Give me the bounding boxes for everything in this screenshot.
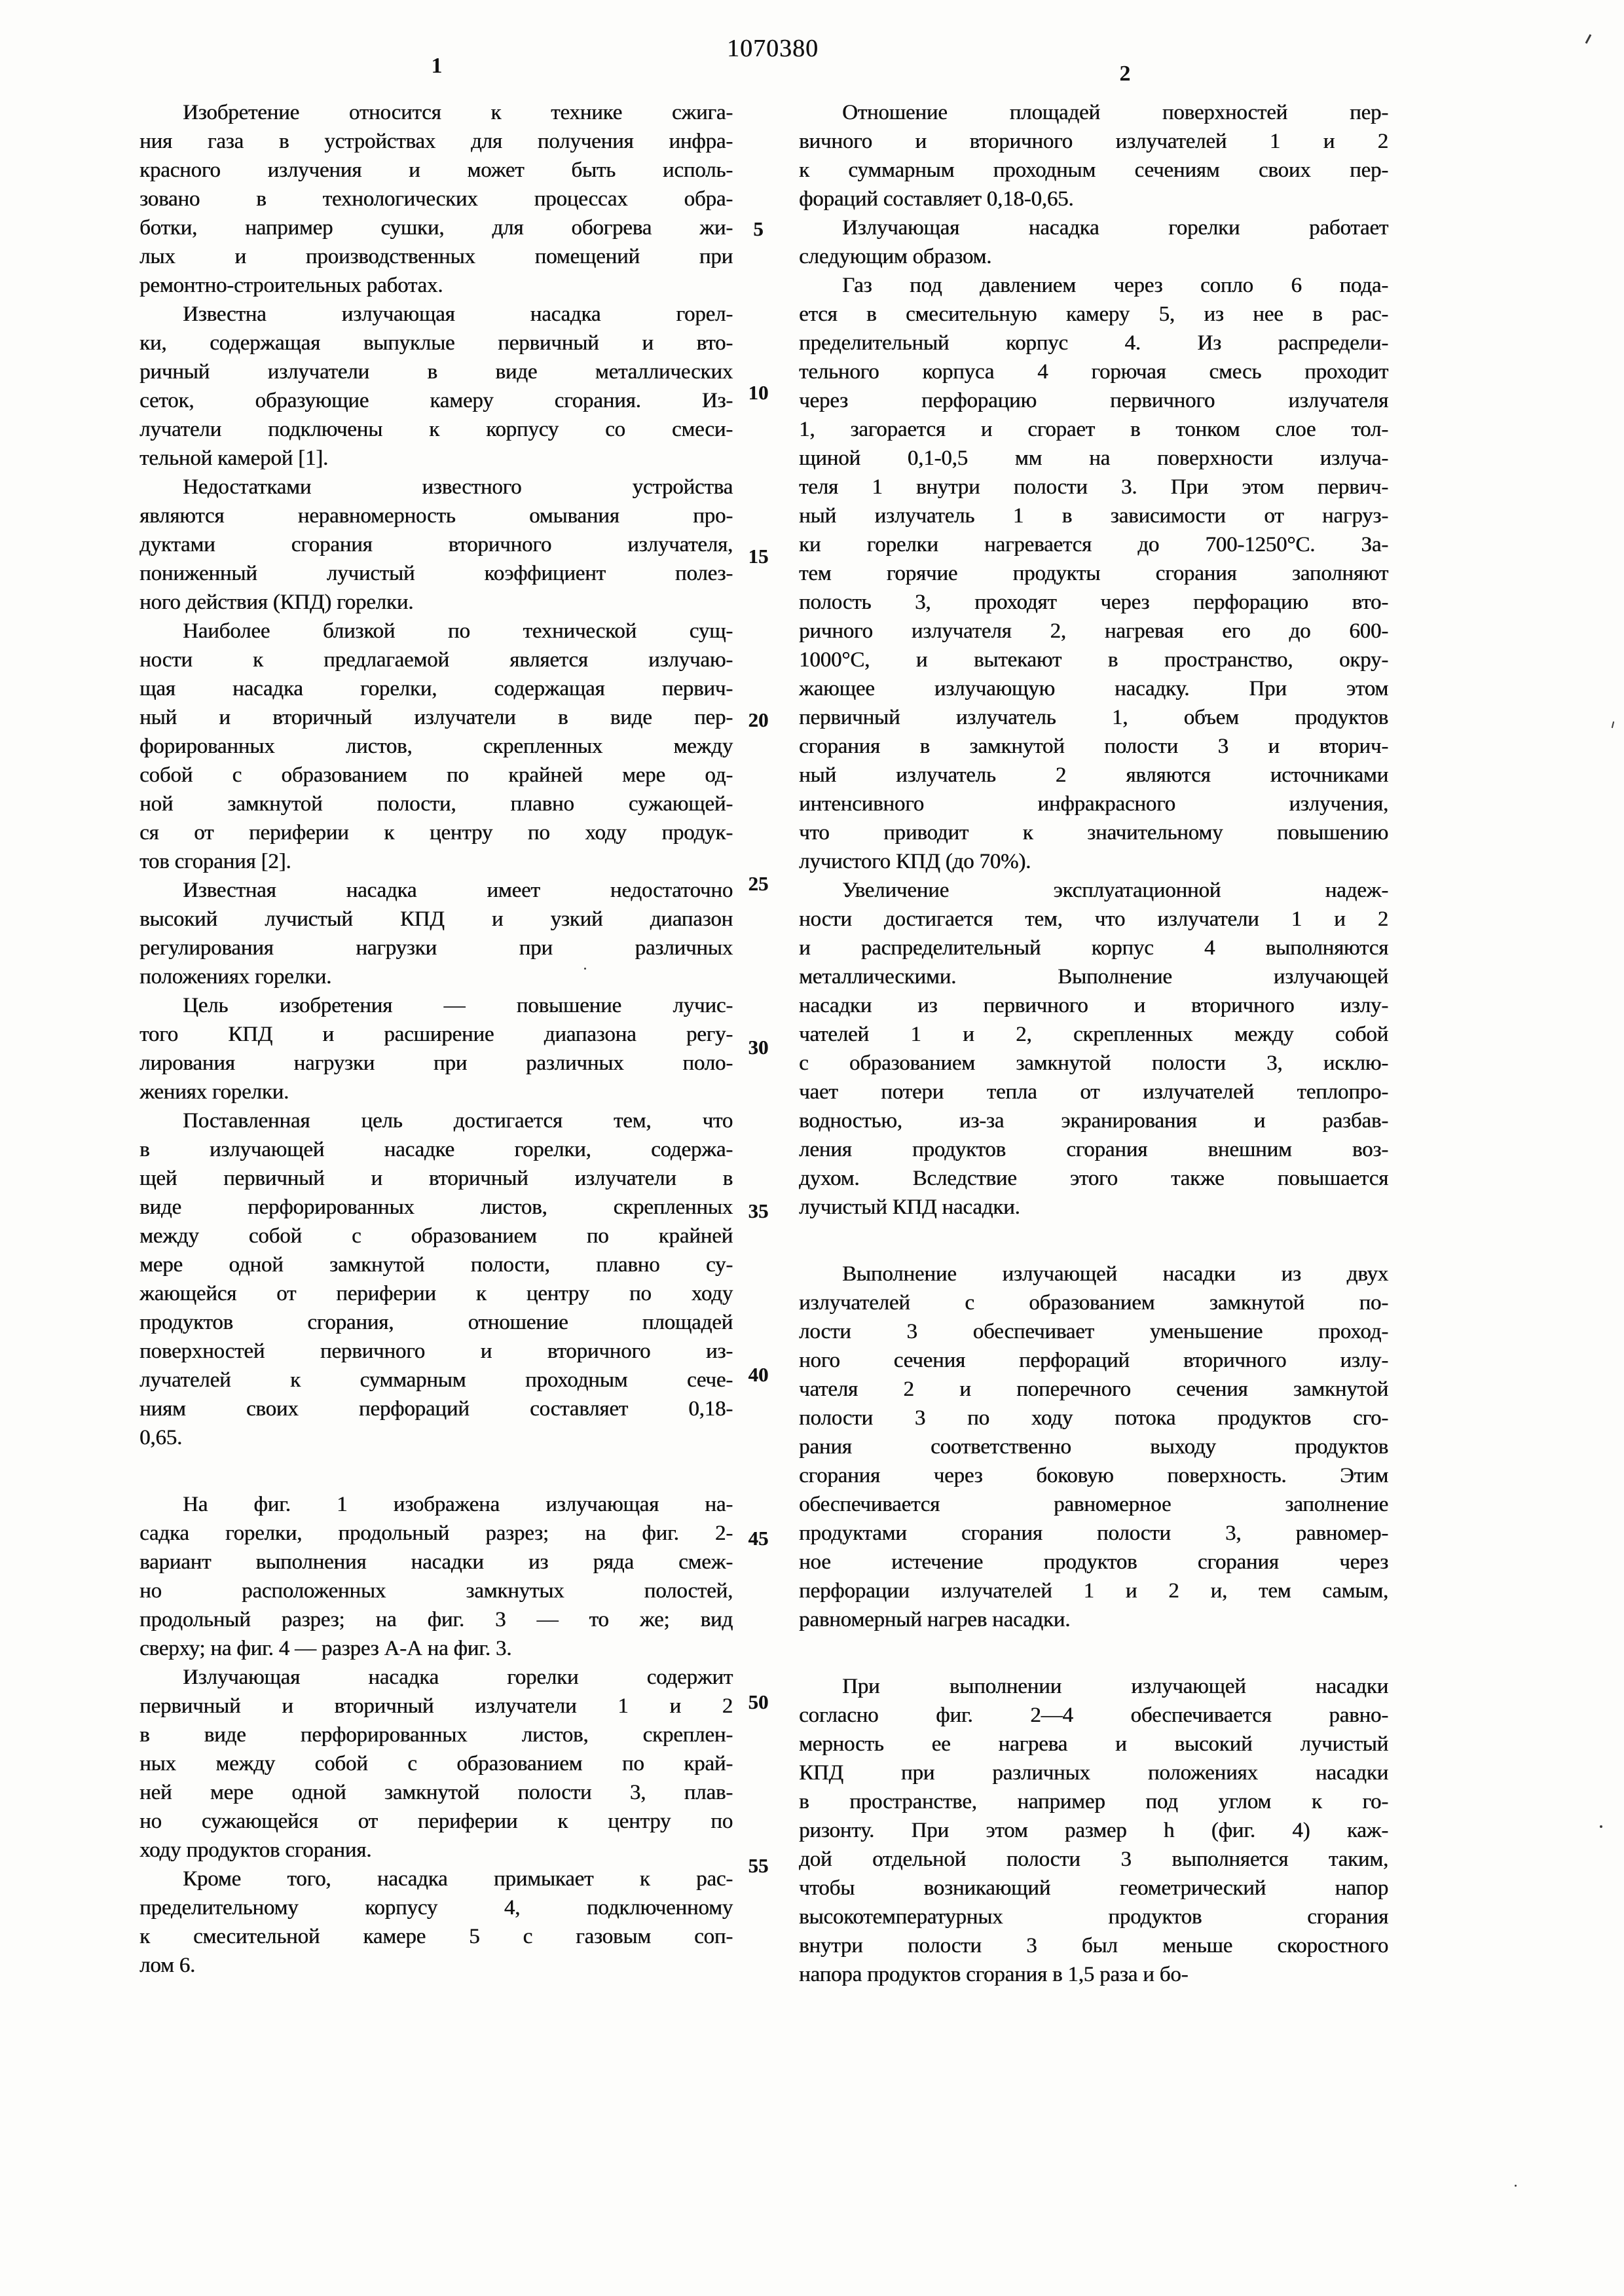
text-line: красного излучения и может быть исполь- [139,158,733,182]
text-line: насадки из первичного и вторичного излу- [799,994,1388,1017]
line-number: 25 [748,872,769,895]
line-number: 20 [748,708,769,731]
text-line: напора продуктов сгорания в 1,5 раза и бо- [799,1963,1189,1986]
text-line: жающее излучающую насадку. При этом [799,677,1388,701]
text-line: в виде перфорированных листов, скреплен- [139,1723,733,1747]
text-line: чателей 1 и 2, скрепленных между собой [799,1023,1388,1046]
text-line: и распределительный корпус 4 выполняются [799,936,1388,960]
text-line: пониженный лучистый коэффициент полез- [139,562,733,585]
paragraph [799,271,1388,876]
text-line: щая насадка горелки, содержащая первич- [139,677,733,701]
text-line: продольный разрез; на фиг. 3 — то же; вид [139,1608,733,1631]
scan-artifact [1515,2185,1517,2187]
text-line: садка горелки, продольный разрез; на фиг. 2- [139,1522,733,1545]
line-number: 10 [748,381,769,404]
text-line: являются неравномерность омывания про- [139,504,733,528]
text-line: ризонту. При этом размер h (фиг. 4) каж- [799,1819,1388,1842]
text-line: ходу продуктов сгорания. [139,1838,372,1862]
text-line: ки, содержащая выпуклые первичный и вто- [139,331,733,355]
text-line: ричный излучатели в виде металлических [139,360,733,384]
paragraph [139,473,733,617]
text-line: щиной 0,1-0,5 мм на поверхности излуча- [799,446,1388,470]
paragraph [799,1672,1388,1989]
text-line: через перфорацию первичного излучателя [799,389,1388,412]
text-line: интенсивного инфракрасного излучения, [799,792,1388,816]
text-line: КПД при различных положениях насадки [799,1761,1388,1785]
line-number: 50 [748,1690,769,1713]
text-line: духом. Вследствие этого также повышается [799,1167,1388,1190]
text-line: согласно фиг. 2—4 обеспечивается равно- [799,1704,1388,1727]
paragraph [139,98,733,300]
text-line: Газ под давлением через сопло 6 пода- [842,274,1388,297]
text-line: обеспечивается равномерное заполнение [799,1493,1388,1516]
text-line: жающейся от периферии к центру по ходу [139,1282,733,1305]
text-line: При выполнении излучающей насадки [842,1675,1388,1698]
text-line: первичный излучатель 1, объем продуктов [799,706,1388,729]
text-line: вичного и вторичного излучателей 1 и 2 [799,130,1388,153]
text-line: тов сгорания [2]. [139,850,291,873]
text-line: Известная насадка имеет недостаточно [183,879,733,902]
text-line: ный и вторичный излучатели в виде пер- [139,706,733,729]
text-line: вариант выполнения насадки из ряда смеж- [139,1550,733,1574]
text-line: мерность ее нагрева и высокий лучистый [799,1732,1388,1756]
text-line: ся от периферии к центру по ходу продук- [139,821,733,845]
scan-artifact [1585,34,1592,44]
patent-number: 1070380 [727,35,819,62]
paragraph [139,1663,733,1865]
text-line: 1000°С, и вытекают в пространство, окру- [799,648,1388,672]
text-line: сгорания в замкнутой полости 3 и вторич- [799,735,1388,758]
text-line: регулирования нагрузки при различных [139,936,733,960]
text-line: равномерный нагрев насадки. [799,1608,1071,1631]
text-line: ремонтно-строительных работах. [139,274,443,297]
line-number: 45 [748,1527,769,1550]
text-line: дой отдельной полости 3 выполняется таким, [799,1848,1388,1871]
text-line: положениях горелки. [139,965,332,989]
text-line: лом 6. [139,1954,196,1977]
text-line: Кроме того, насадка примыкает к рас- [183,1867,733,1891]
text-line: форированных листов, скрепленных между [139,735,733,758]
text-line: пределительный корпус 4. Из распредели- [799,331,1388,355]
paragraph [799,876,1388,1222]
text-line: ных между собой с образованием по край- [139,1752,733,1776]
line-number: 35 [748,1199,769,1222]
text-line: но сужающейся от периферии к центру по [139,1810,733,1833]
paragraph [139,1865,733,1980]
text-line: фораций составляет 0,18-0,65. [799,187,1074,211]
text-line: тем горячие продукты сгорания заполняют [799,562,1388,585]
text-line: ного сечения перфораций вторичного излу- [799,1349,1388,1372]
text-line: следующим образом. [799,245,992,268]
line-number: 40 [748,1363,769,1386]
text-line: собой с образованием по крайней мере од- [139,763,733,787]
column-number-right: 2 [1119,62,1131,86]
text-line: Увеличение эксплуатационной надеж- [842,879,1388,902]
paragraph [139,617,733,876]
text-line: мере одной замкнутой полости, плавно су- [139,1253,733,1277]
paragraph [139,991,733,1106]
text-line: ности к предлагаемой является излучаю- [139,648,733,672]
text-line: ется в смесительную камеру 5, из нее в рас- [799,302,1388,326]
paragraph [139,1106,733,1452]
text-line: Поставленная цель достигается тем, что [183,1109,733,1133]
line-number-gutter [736,0,781,2296]
text-line: Излучающая насадка горелки работает [842,216,1388,240]
line-number: 30 [748,1036,769,1059]
text-line: Излучающая насадка горелки содержит [183,1666,733,1689]
line-number: 5 [753,217,764,240]
text-line: к суммарным проходным сечениям своих пер- [799,158,1388,182]
text-line: ного действия (КПД) горелки. [139,591,414,614]
text-line: ниям своих перфораций составляет 0,18- [139,1397,733,1421]
text-line: чателя 2 и поперечного сечения замкнутой [799,1377,1388,1401]
text-line: тельного корпуса 4 горючая смесь проходит [799,360,1388,384]
text-line: излучателей с образованием замкнутой по- [799,1291,1388,1315]
text-line: высокий лучистый КПД и узкий диапазон [139,907,733,931]
text-line: лучистый КПД насадки. [799,1195,1020,1219]
text-line: лости 3 обеспечивает уменьшение проход- [799,1320,1388,1343]
right-column [799,98,1388,1989]
paragraph [139,300,733,473]
text-line: Изобретение относится к технике сжига- [183,101,733,124]
text-line: ный излучатель 2 являются источниками [799,763,1388,787]
text-line: Выполнение излучающей насадки из двух [842,1262,1388,1286]
text-line: щей первичный и вторичный излучатели в [139,1167,733,1190]
scan-artifact [1612,721,1614,728]
text-line: сгорания через боковую поверхность. Этим [799,1464,1388,1487]
text-line: ричного излучателя 2, нагревая его до 600- [799,619,1388,643]
text-line: водностью, из-за экранирования и разбав- [799,1109,1388,1133]
paragraph [799,98,1388,213]
text-line: лучатели подключены к корпусу со смеси- [139,418,733,441]
text-line: 0,65. [139,1426,183,1449]
text-line: чтобы возникающий геометрический напор [799,1876,1388,1900]
text-line: жениях горелки. [139,1080,289,1104]
paragraph [139,876,733,991]
text-line: Отношение площадей поверхностей пер- [842,101,1388,124]
text-line: Недостатками известного устройства [183,475,733,499]
text-line: виде перфорированных листов, скрепленных [139,1195,733,1219]
left-column [139,98,733,1980]
text-line: к смесительной камере 5 с газовым соп- [139,1925,733,1948]
text-line: ботки, например сушки, для обогрева жи- [139,216,733,240]
text-line: ной замкнутой полости, плавно сужающей- [139,792,733,816]
text-line: поверхностей первичного и вторичного из- [139,1339,733,1363]
text-line: сеток, образующие камеру сгорания. Из- [139,389,733,412]
text-line: лучистого КПД (до 70%). [799,850,1031,873]
text-line: пределительному корпусу 4, подключенному [139,1896,733,1920]
scan-artifact [584,968,586,970]
text-line: зовано в технологических процессах обра- [139,187,733,211]
text-line: ный излучатель 1 в зависимости от нагруз- [799,504,1388,528]
text-line: сверху; на фиг. 4 — разрез А-А на фиг. 3. [139,1637,512,1660]
text-line: лых и производственных помещений при [139,245,733,268]
text-line: того КПД и расширение диапазона регу- [139,1023,733,1046]
paragraph [799,213,1388,271]
text-line: ности достигается тем, что излучатели 1 и 2 [799,907,1388,931]
text-line: внутри полости 3 был меньше скоростного [799,1934,1388,1958]
text-line: высокотемпературных продуктов сгорания [799,1905,1388,1929]
line-number: 55 [748,1854,769,1877]
text-line: Цель изобретения — повышение лучис- [183,994,733,1017]
text-line: что приводит к значительному повышению [799,821,1388,845]
text-line: теля 1 внутри полости 3. При этом первич- [799,475,1388,499]
line-number: 15 [748,545,769,568]
text-line: ки горелки нагревается до 700-1250°С. За- [799,533,1388,556]
text-line: продуктов сгорания, отношение площадей [139,1311,733,1334]
paragraph [139,1490,733,1663]
text-line: первичный и вторичный излучатели 1 и 2 [139,1694,733,1718]
text-line: Известна излучающая насадка горел- [183,302,733,326]
text-line: в пространстве, например под углом к го- [799,1790,1388,1813]
text-line: но расположенных замкнутых полостей, [139,1579,733,1603]
text-line: полости 3 по ходу потока продуктов сго- [799,1406,1388,1430]
text-line: дуктами сгорания вторичного излучателя, [139,533,733,556]
text-line: тельной камерой [1]. [139,446,329,470]
text-line: лирования нагрузки при различных поло- [139,1051,733,1075]
text-line: продуктами сгорания полости 3, равномер- [799,1522,1388,1545]
text-line: Наиболее близкой по технической сущ- [183,619,733,643]
text-line: ления продуктов сгорания внешним воз- [799,1138,1388,1161]
text-line: полость 3, проходят через перфорацию вто- [799,591,1388,614]
text-line: в излучающей насадке горелки, содержа- [139,1138,733,1161]
paragraph [799,1260,1388,1634]
text-line: металлическими. Выполнение излучающей [799,965,1388,989]
text-line: перфорации излучателей 1 и 2 и, тем самым, [799,1579,1388,1603]
text-line: ное истечение продуктов сгорания через [799,1550,1388,1574]
text-line: На фиг. 1 изображена излучающая на- [183,1493,733,1516]
scan-artifact [1600,1825,1602,1828]
text-line: лучателей к суммарным проходным сече- [139,1368,733,1392]
column-number-left: 1 [431,54,443,78]
text-line: ней мере одной замкнутой полости 3, плав- [139,1781,733,1804]
text-line: чает потери тепла от излучателей теплопро- [799,1080,1388,1104]
text-line: с образованием замкнутой полости 3, исклю- [799,1051,1388,1075]
text-line: рания соответственно выходу продуктов [799,1435,1388,1459]
text-line: 1, загорается и сгорает в тонком слое тол- [799,418,1388,441]
text-line: между собой с образованием по крайней [139,1224,733,1248]
text-line: ния газа в устройствах для получения инфра- [139,130,733,153]
